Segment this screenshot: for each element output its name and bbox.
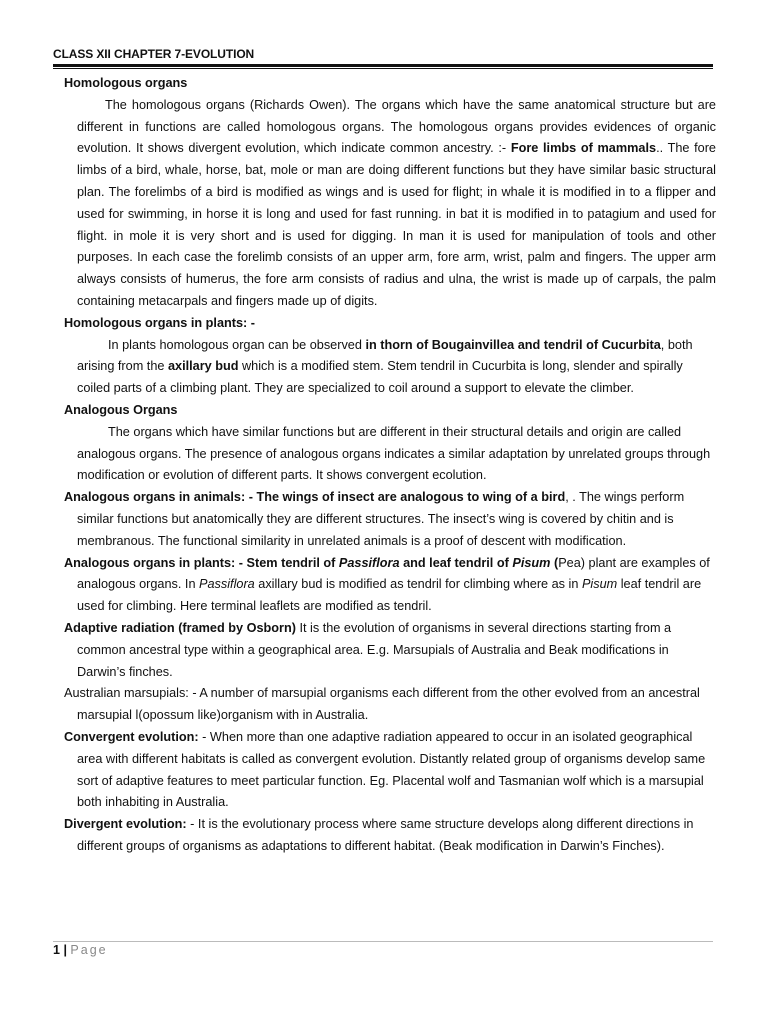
bold-fore-limbs: Fore limbs of mammals xyxy=(510,141,657,156)
page-footer xyxy=(53,943,108,957)
footer-separator: | xyxy=(63,943,67,957)
header-rule-thin xyxy=(53,68,713,69)
paragraph-analogous-organs: The organs which have similar functions but are different in their structural details and origin are called analogous organs. The presence of analogous organs indicates a similar adaptation by unrelated groups through modification or evolution of different parts. It shows convergent ecolution. xyxy=(77,424,711,483)
page-number: 1 xyxy=(53,943,60,957)
paragraph-homologous-plants: In plants homologous organ can be observed in thorn of Bougainvillea and tendril of Cucurbita, both arising from the axillary bud which is a modified stem. Stem tendril in Cucurbita is long, slender and spirally coiled parts of a climbing plant. They are specialized to coil around a support to elevate the climber. xyxy=(77,337,693,396)
page-label: Page xyxy=(70,943,108,957)
paragraph-analogous-animals: Analogous organs in animals: - The wings of insect are analogous to wing of a bird, . The wings perform similar functions but anatomically they are different structures. The insect’s wing is covered by chitin and is membranous. The functional similarity in unrelated animals is a proof of descent with modification. xyxy=(64,490,685,548)
heading-homologous-organs: Homologous organs xyxy=(64,76,188,90)
footer-rule xyxy=(53,941,713,942)
document-body xyxy=(64,73,716,858)
paragraph-australian-marsupials: Australian marsupials: - A number of marsupial organisms each different from the other evolved from an ancestral marsupial l(opossum like)organism with in Australia. xyxy=(64,686,700,723)
heading-homologous-plants: Homologous organs in plants: - xyxy=(64,315,256,330)
paragraph-analogous-plants: Analogous organs in plants: - Stem tendril of Passiflora and leaf tendril of Pisum (Pea) plant are examples of analogous organs. In Passiflora axillary bud is modified as tendril for climbing where as in Pisum leaf tendril are used for climbing. Here terminal leaflets are modified as tendril. xyxy=(64,555,710,614)
paragraph-adaptive-radiation: Adaptive radiation (framed by Osborn) It is the evolution of organisms in several directions starting from a common ancestral type within a geographical area. E.g. Marsupials of Australia and Beak modifications in Darwin’s finches. xyxy=(64,620,672,679)
paragraph-homologous-organs: The homologous organs (Richards Owen). The organs which have the same anatomical structure but are different in functions are called homologous organs. The homologous organs provides evidences of organic evolution. It shows divergent evolution, which indicate common ancestry. :- Fore limbs of mammals.. The fore limbs of a bird, whale, horse, bat, mole or man are doing different functions but they have similar basic structural plan. The forelimbs of a bird is modified as wings and is used for flight; in whale it is modified in to a flipper and used for swimming, in horse it is long and used for fast running. in bat it is modified in to patagium and used for flight. in mole it is very short and is used for digging. In man it is used for manipulation of tools and other purposes. In each case the forelimb consists of an upper arm, fore arm, wrist, palm and fingers. The upper arm always consists of humerus, the fore arm consists of radius and ulna, the wrist is made up of carpals, the palm containing metacarpals and fingers made up of digits. xyxy=(77,97,716,308)
heading-analogous-organs: Analogous Organs xyxy=(64,402,178,417)
paragraph-convergent-evolution: Convergent evolution: - When more than one adaptive radiation appeared to occur in an isolated geographical area with different habitats is called as convergent evolution. Distantly related group of organisms develop same sort of adaptive features to meet particular function. Eg. Placental wolf and Tasmanian wolf which is a marsupial both inhabiting in Australia. xyxy=(64,729,706,810)
paragraph-divergent-evolution: Divergent evolution: - It is the evolutionary process where same structure develops along different directions in different groups of organisms as adaptations to different habitat. (Beak modification in Darwin’s Finches). xyxy=(64,817,694,853)
page-header-title: CLASS XII CHAPTER 7-EVOLUTION xyxy=(53,47,255,61)
header-rule-thick xyxy=(53,64,713,67)
